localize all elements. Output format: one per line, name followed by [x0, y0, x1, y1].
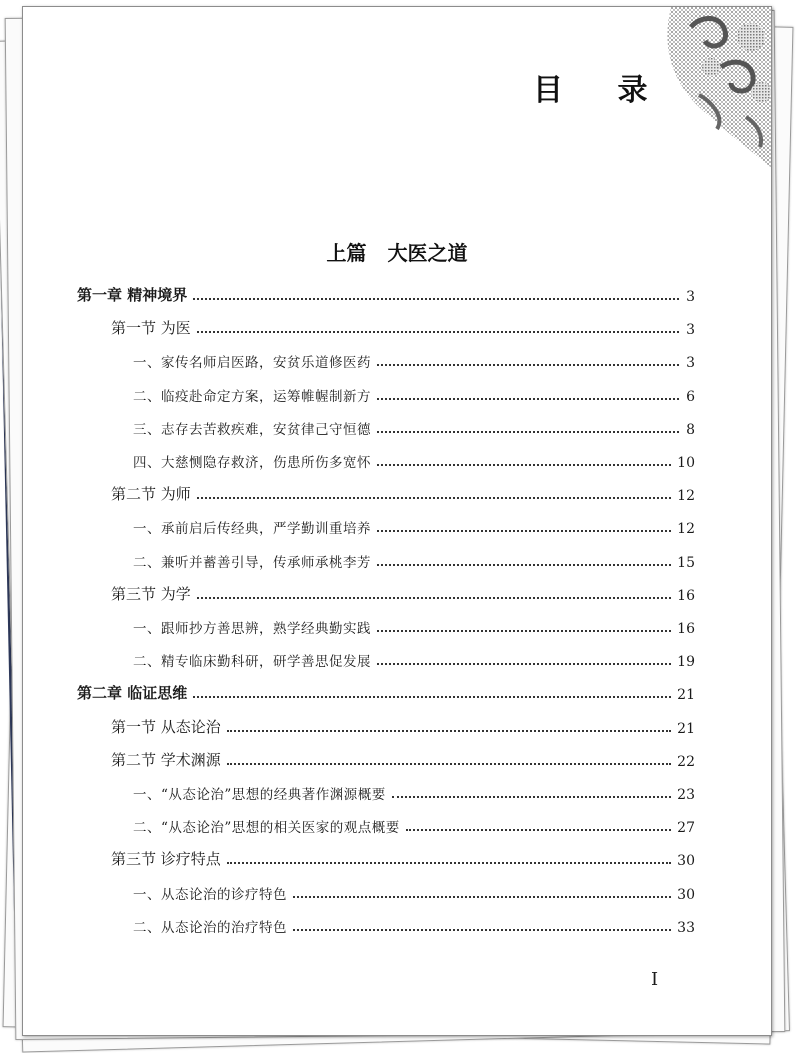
toc-leader-dots	[227, 763, 671, 765]
toc-leader-dots	[377, 630, 671, 632]
toc-entry-page: 3	[686, 322, 695, 339]
toc-entry-label: 三、志存去苦救疾难，安贫律己守恒德	[133, 421, 371, 438]
toc-entry-page: 6	[686, 388, 695, 405]
toc-entry	[133, 781, 695, 803]
toc-entry-label: 四、大慈恻隐存救济，伤患所伤多宽怀	[133, 455, 371, 471]
toc-entry	[133, 383, 695, 405]
toc-leader-dots	[392, 796, 671, 798]
toc-leader-dots	[193, 298, 679, 300]
toc-leader-dots	[227, 862, 671, 864]
page-folio: I	[651, 969, 659, 990]
toc-leader-dots	[197, 597, 671, 599]
toc-entry	[111, 748, 695, 770]
toc-entry	[111, 715, 695, 737]
toc-entry-label: 第一节 从态论治	[111, 717, 221, 736]
toc-entry	[133, 416, 695, 438]
toc-entry-label: 二、精专临床勤科研，研学善思促发展	[133, 654, 371, 671]
toc-entry-page: 21	[677, 720, 695, 737]
toc-entry-page: 16	[677, 587, 695, 604]
toc-entry-page: 10	[677, 455, 695, 471]
toc-entry-label: 一、跟师抄方善思辨，熟学经典勤实践	[133, 621, 371, 637]
toc-entry	[133, 881, 695, 903]
toc-entry-page: 33	[677, 919, 695, 936]
toc-entry-label: 第一章 精神境界	[77, 286, 188, 304]
toc-entry-label: 一、承前启后传经典，严学勤训重培养	[133, 521, 371, 538]
toc-entry-page: 3	[686, 355, 695, 372]
toc-entry-label: 一、“从态论治”思想的经典著作渊源概要	[133, 787, 386, 803]
toc-entry-page: 12	[677, 488, 695, 505]
toc-leader-dots	[227, 730, 671, 732]
toc-entry-page: 21	[677, 687, 695, 704]
toc-leader-dots	[193, 696, 671, 698]
toc-page	[22, 6, 772, 1036]
toc-entry-label: 第三节 为学	[111, 584, 191, 603]
table-of-contents	[23, 7, 771, 1035]
toc-entry-label: 第二章 临证思维	[77, 684, 188, 703]
toc-entry-page: 27	[677, 820, 695, 837]
toc-entry	[111, 847, 695, 869]
toc-entry	[111, 316, 695, 338]
toc-leader-dots	[197, 331, 679, 333]
toc-leader-dots	[377, 663, 671, 665]
toc-leader-dots	[406, 829, 671, 831]
toc-entry	[77, 681, 695, 703]
toc-entry	[133, 648, 695, 670]
toc-entry	[133, 914, 695, 936]
part-title: 上篇 大医之道	[326, 241, 468, 265]
toc-leader-dots	[377, 364, 679, 366]
toc-leader-dots	[377, 530, 671, 532]
toc-entry	[133, 814, 695, 836]
toc-entry-page: 3	[686, 289, 695, 305]
toc-entry-page: 15	[677, 554, 695, 571]
toc-entry-label: 第一节 为医	[111, 319, 191, 338]
toc-entry-label: 一、家传名师启医路，安贫乐道修医药	[133, 355, 371, 372]
toc-leader-dots	[293, 929, 671, 931]
toc-leader-dots	[377, 431, 679, 433]
toc-entry-page: 19	[677, 654, 695, 671]
toc-leader-dots	[377, 398, 679, 400]
toc-entry-page: 30	[677, 853, 695, 870]
toc-entry	[133, 515, 695, 537]
toc-entry-page: 30	[677, 886, 695, 903]
toc-entry-label: 第二节 为师	[111, 485, 191, 504]
toc-entry	[133, 349, 695, 371]
toc-entry-label: 第二节 学术渊源	[111, 750, 221, 769]
toc-leader-dots	[377, 464, 671, 466]
toc-entry-page: 22	[677, 753, 695, 770]
toc-entry	[111, 482, 695, 504]
toc-entry-page: 23	[677, 787, 695, 803]
toc-entry	[111, 582, 695, 604]
toc-entry	[77, 283, 695, 305]
toc-entry	[133, 449, 695, 471]
toc-entry-label: 第三节 诊疗特点	[111, 850, 221, 869]
page-title: 目 录	[533, 73, 670, 108]
toc-leader-dots	[197, 497, 671, 499]
toc-entry	[133, 615, 695, 637]
toc-entry-page: 12	[677, 521, 695, 538]
toc-entry-label: 二、从态论治的治疗特色	[133, 919, 287, 936]
toc-entry-label: 一、从态论治的诊疗特色	[133, 886, 287, 903]
toc-entry	[133, 549, 695, 571]
toc-leader-dots	[377, 564, 671, 566]
toc-entry-label: 二、兼听并蓄善引导，传承师承桃李芳	[133, 554, 371, 571]
toc-entry-label: 二、临疫赴命定方案，运筹帷幄制新方	[133, 388, 371, 405]
toc-entry-label: 二、“从态论治”思想的相关医家的观点概要	[133, 820, 400, 837]
toc-entry-page: 16	[677, 621, 695, 637]
toc-entry-page: 8	[686, 421, 695, 438]
toc-leader-dots	[293, 896, 671, 898]
